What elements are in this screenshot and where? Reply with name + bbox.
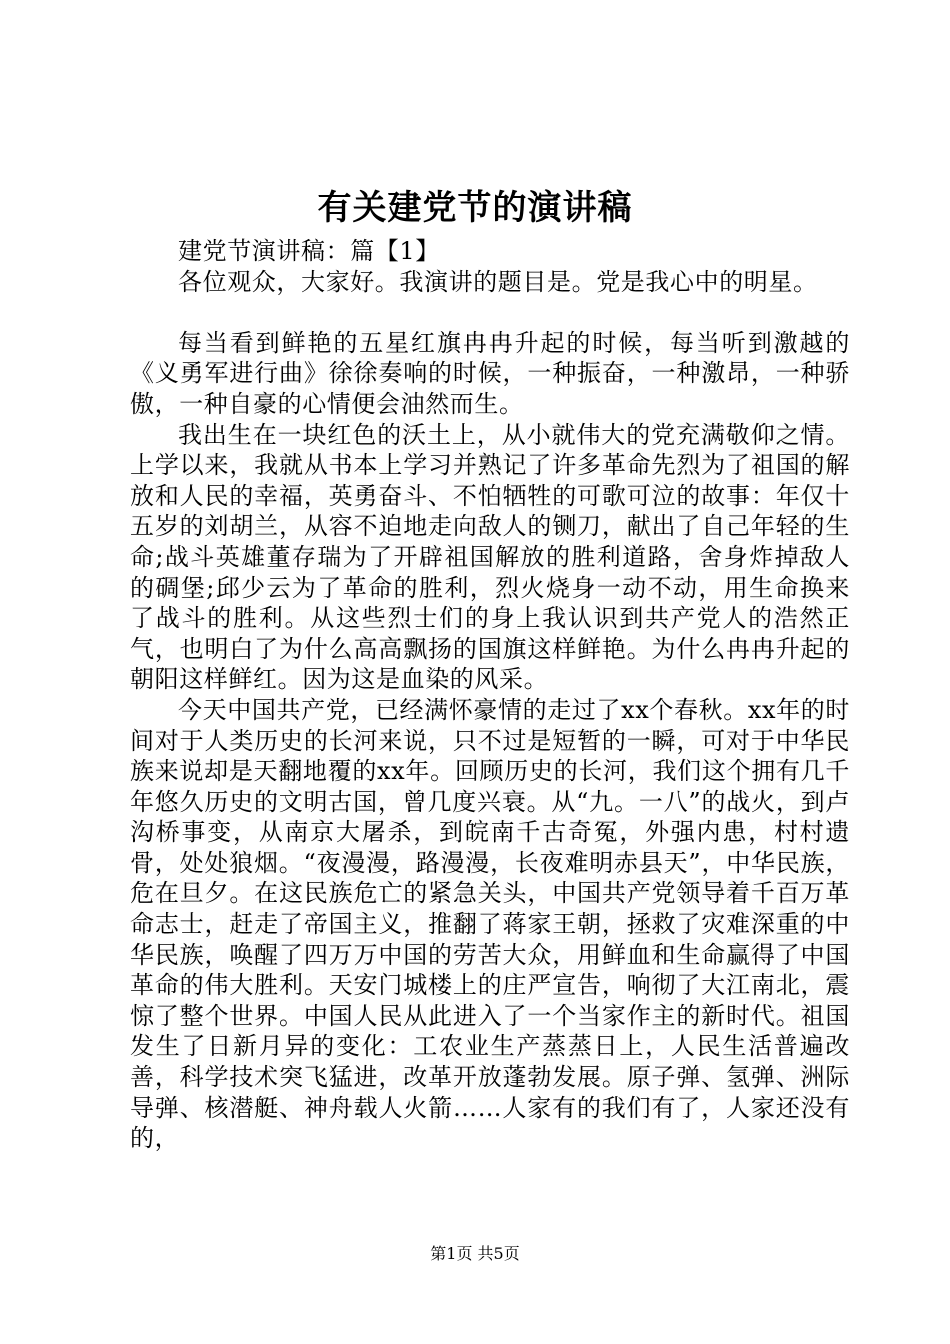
document-title: 有关建党节的演讲稿 <box>317 188 633 228</box>
document-body <box>130 236 850 1154</box>
paragraph-2: 我出生在一块红色的沃土上，从小就伟大的党充满敬仰之情。上学以来，我就从书本上学习并熟记了许多革命先烈为了祖国的解放和人民的幸福，英勇奋斗、不怕牺牲的可歌可泣的故事：年仅十五岁的刘胡兰，从容不迫地走向敌人的铡刀，献出了自己年轻的生命;战斗英雄董存瑞为了开辟祖国解放的胜利道路，舍身炸掉敌人的碉堡;邱少云为了革命的胜利，烈火烧身一动不动，用生命换来了战斗的胜利。从这些烈士们的身上我认识到共产党人的浩然正气，也明白了为什么高高飘扬的国旗这样鲜艳。为什么冉冉升起的朝阳这样鲜红。因为这是血染的风采。 <box>130 420 850 694</box>
blank-line <box>130 297 850 328</box>
paragraph-greeting: 各位观众，大家好。我演讲的题目是。党是我心中的明星。 <box>178 267 818 296</box>
subheading: 建党节演讲稿：篇【1】 <box>178 237 440 265</box>
page-footer: 第1页 共5页 <box>430 1244 520 1263</box>
paragraph-3: 今天中国共产党，已经满怀豪情的走过了xx个春秋。xx年的时间对于人类历史的长河来说，只不过是短暂的一瞬，可对于中华民族来说却是天翻地覆的xx年。回顾历史的长河，我们这个拥有几千年悠久历史的文明古国，曾几度兴衰。从“九。一八”的战火，到卢沟桥事变，从南京大屠杀，到皖南千古奇冤，外强内患，村村遗骨，处处狼烟。“夜漫漫，路漫漫，长夜难明赤县天”，中华民族，危在旦夕。在这民族危亡的紧急关头，中国共产党领导着千百万革命志士，赶走了帝国主义，推翻了蒋家王朝，拯救了灾难深重的中华民族，唤醒了四万万中国的劳苦大众，用鲜血和生命赢得了中国革命的伟大胜利。天安门城楼上的庄严宣告，响彻了大江南北，震惊了整个世界。中国人民从此进入了一个当家作主的新时代。祖国发生了日新月异的变化：工农业生产蒸蒸日上，人民生活普遍改善，科学技术突飞猛进，改革开放蓬勃发展。原子弹、氢弹、洲际导弹、核潜艇、神舟载人火箭……人家有的我们有了，人家还没有的， <box>130 695 850 1153</box>
paragraph-1: 每当看到鲜艳的五星红旗冉冉升起的时候，每当听到激越的《义勇军进行曲》徐徐奏响的时候，一种振奋，一种激昂，一种骄傲，一种自豪的心情便会油然而生。 <box>130 328 850 418</box>
